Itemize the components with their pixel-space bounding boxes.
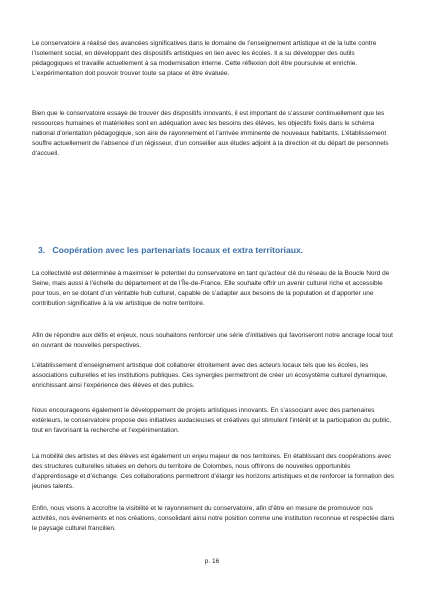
paragraph-visibilite: Enfin, nous visons à accroître la visibilité et le rayonnement du conservatoire, afin d’être en mesure de promouvoir nos activités, nos événements et nos créations, consolidant ainsi notre position comme une institution reconnue et respectée dans le paysage culturel francilien.: [32, 505, 395, 532]
page-number: p. 16: [204, 558, 220, 565]
paragraph-resources: Bien que le conservatoire essaye de trouver des dispositifs innovants, il est important de s’assurer continuellement que les ressources humaines et matérielles sont en adéquation avec les besoins des élèves, les objectifs fixés dans le schéma national d’orientation pédagogique, son aire de rayonnement et l’arrivée imminente de nouveaux habitants. L’établissement souffre actuellement de l’absence d’un régisseur, d’un conseiller aux études adjoint à la direction et du départ de personnels d’accueil.: [32, 110, 389, 157]
paragraph-defis: Afin de répondre aux défis et enjeux, nous souhaitons renforcer une série d’initiatives qui favoriseront notre ancrage local tout en ouvrant de nouvelles perspectives.: [32, 332, 393, 349]
section-heading: [38, 244, 398, 256]
paragraph-mobilite: La mobilité des artistes et des élèves est également un enjeu majeur de nos territoires. En établissant des coopérations avec des structures culturelles situées en dehors du territoire de Colombes, nous offrirons de nouvelles opportunités d’apprentissage et d’échange. Ces collaborations permettront d’élargir les horizons artistiques et de renforcer la formation des jeunes talents.: [32, 453, 395, 490]
paragraph-projets: Nous encourageons également le développement de projets artistiques innovants. En s’associant avec des partenaires extérieurs, le conservatoire propose des initiatives audacieuses et créatives qui stimulent l’intérêt et la participation du public, tout en favorisant la recherche et l’expérimentation.: [32, 407, 392, 434]
section-number: 3.: [38, 245, 46, 255]
paragraph-collectivite: La collectivité est déterminée à maximiser le potentiel du conservatoire en tant qu’acteur clé du réseau de la Boucle Nord de Seine, mais aussi à l’échelle du département et de l’Île-de-France. Elle souhaite offrir un avenir culturel riche et accessible pour tous, en se dotant d’un véritable hub culturel, capable de s’adapter aux besoins de la population et d’apporter une contribution significative à la vie artistique de notre territoire.: [32, 270, 390, 307]
paragraph-etablissement: L’établissement d’enseignement artistique doit collaborer étroitement avec des acteurs locaux tels que les écoles, les associations culturelles et les institutions publiques. Ces synergies permettront de créer un écosystème culturel dynamique, enrichissant ainsi l’expérience des élèves et des publics.: [32, 362, 388, 389]
section-title: Coopération avec les partenariats locaux et extra territoriaux.: [52, 245, 304, 255]
paragraph-achievements: Le conservatoire a réalisé des avancées significatives dans le domaine de l’enseignement artistique et de la lutte contre l’isolement social, en développant des dispositifs artistiques en lien avec les écoles. Il a su développer des outils pédagogiques et travaille actuellement à sa modernisation interne. Cette réflexion doit être poursuivie et enrichie. L’expérimentation doit pouvoir trouver toute sa place et être évaluée.: [32, 40, 377, 77]
